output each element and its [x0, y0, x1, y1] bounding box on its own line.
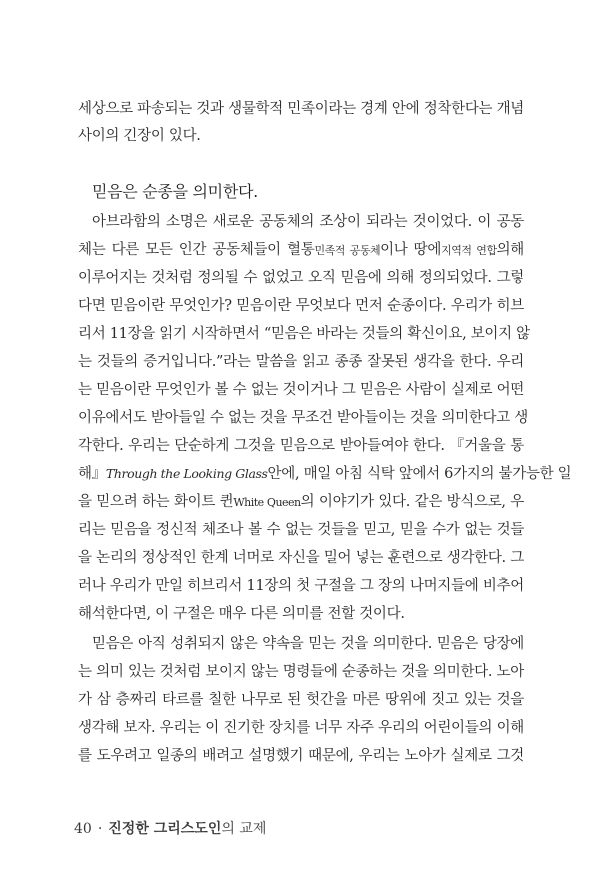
- text-line: 각한다. 우리는 단순하게 그것을 믿음으로 받아들여야 한다. 『거울을 통: [78, 438, 524, 454]
- text-line: 아브라함의 소명은 새로운 공동체의 조상이 되라는 것이었다. 이 공동: [92, 214, 524, 230]
- gloss-text: 지역적 연합: [441, 244, 497, 257]
- gloss-text: White Queen: [233, 496, 301, 509]
- text-line: 을 논리의 정상적인 한계 너머로 자신을 밀어 넣는 훈련으로 생각한다. 그: [78, 550, 524, 566]
- text-line: 를 도우려고 일종의 배려고 설명했기 때문에, 우리는 노아가 실제로 그것: [78, 748, 524, 764]
- text-line: 는 믿음이란 무엇인가 볼 수 없는 것이거나 그 믿음은 사람이 실제로 어떤: [78, 382, 524, 398]
- text-run: 해』: [78, 466, 106, 482]
- text-run: 체는 다른 모든 인간 공동체들이 혈통: [78, 242, 315, 258]
- text-run: 의 이야기가 있다. 같은 방식으로, 우: [300, 494, 525, 510]
- text-line: 생각해 보자. 우리는 이 진기한 장치를 너무 자주 우리의 어린이들의 이해: [78, 720, 524, 736]
- text-line: 이루어지는 것처럼 정의될 수 없었고 오직 믿음에 의해 정의되었다. 그렇: [78, 270, 524, 286]
- text-line: 가 삼 층짜리 타르를 칠한 나무로 된 헛간을 마른 땅위에 짓고 있는 것을: [78, 692, 524, 708]
- text-run: 안에, 매일 아침 식탁 앞에서 6가지의 불가능한 일: [267, 466, 572, 482]
- text-line: 러나 우리가 만일 히브리서 11장의 첫 구절을 그 장의 나머지들에 비추어: [78, 578, 524, 594]
- text-run: 이나 땅에: [380, 242, 442, 258]
- text-line: 리는 믿음을 정신적 체조나 볼 수 없는 것들을 믿고, 믿을 수가 없는 것들: [78, 522, 524, 538]
- text-run: 의해: [496, 242, 524, 258]
- text-line: [78, 492, 524, 513]
- text-line: 이유에서도 받아들일 수 없는 것을 무조건 받아들이는 것을 의미한다고 생: [78, 410, 528, 426]
- text-line: 는 것들의 증거입니다.”라는 말씀을 읽고 종종 잘못된 생각을 한다. 우리: [78, 354, 524, 370]
- text-line: 다면 믿음이란 무엇인가? 믿음이란 무엇보다 먼저 순종이다. 우리가 히브: [78, 298, 524, 314]
- running-title-rest: 의 교제: [221, 821, 267, 837]
- text-line: 리서 11장을 읽기 시작하면서 “믿음은 바라는 것들의 확신이요, 보이지 않: [78, 326, 530, 342]
- text-line: 믿음은 아직 성취되지 않은 약속을 믿는 것을 의미한다. 믿음은 당장에: [92, 636, 524, 652]
- page-footer: [74, 819, 266, 839]
- text-line: 사이의 긴장이 있다.: [78, 128, 201, 144]
- running-title-bold: 진정한 그리스도인: [108, 821, 222, 837]
- book-title-english: Through the Looking Glass: [105, 466, 268, 481]
- text-line: [78, 240, 524, 261]
- text-line: 세상으로 파송되는 것과 생물학적 민족이라는 경계 안에 정착한다는 개념: [78, 101, 524, 117]
- text-line: 해석한다면, 이 구절은 매우 다른 의미를 전할 것이다.: [78, 606, 405, 622]
- page-number: 40: [74, 821, 92, 837]
- gloss-text: 민족적 공동체: [314, 244, 381, 257]
- text-line: 는 의미 있는 것처럼 보이지 않는 명령들에 순종하는 것을 의미한다. 노아: [78, 664, 524, 680]
- text-run: 을 믿으려 하는 화이트 퀸: [78, 494, 234, 510]
- text-line: [78, 464, 572, 484]
- section-heading: 믿음은 순종을 의미한다.: [92, 182, 258, 201]
- footer-separator: ·: [97, 821, 103, 837]
